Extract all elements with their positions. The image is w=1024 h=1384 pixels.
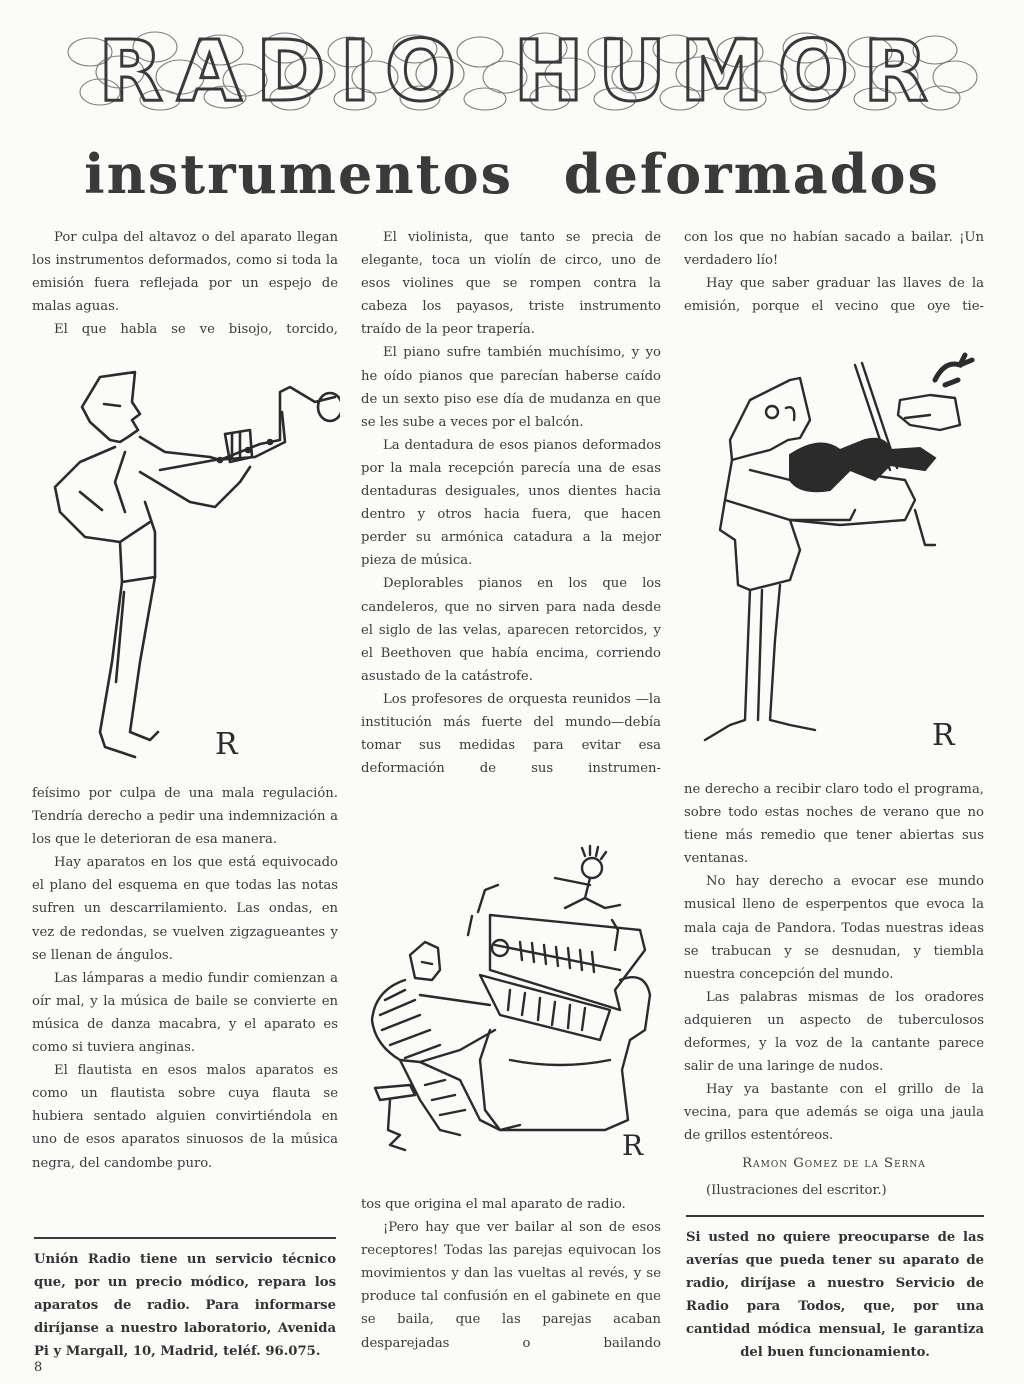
column-1-bottom (32, 782, 338, 1175)
paragraph: Las lámparas a medio fundir comienzan a oír mal, y la música de baile se convierte en música de danza macabra, y el aparato es como si tuviera anginas. (32, 970, 338, 1056)
paragraph: No hay derecho a evocar ese mundo musical lleno de esperpentos que evoca la mala caja de Pandora. Todas nuestras ideas se trabucan y se desnudan, y tiembla nuestra concepción del mundo. (684, 874, 984, 982)
masthead (60, 22, 980, 120)
flutist-drawing-icon (40, 362, 340, 767)
column-3-top (684, 226, 984, 318)
violinist-drawing-icon (690, 340, 990, 760)
paragraph: Por culpa del altavoz o del aparato llegan los instrumentos deformados, como si toda la emisión fuera reflejada por un espejo de malas aguas. (32, 230, 338, 315)
paragraph: Las palabras mismas de los oradores adquieren un aspecto de tuberculosos deformes, y la voz de la cantante parece salir de una laringe de nudos. (684, 989, 984, 1075)
paragraph: El piano sufre también muchísimo, y yo he oído pianos que parecían haberse caído de un sexto piso ese día de mudanza en que se les sube a veces por el balcón. (361, 345, 661, 430)
page-number: 8 (34, 1360, 43, 1375)
paragraph: con los que no habían sacado a bailar. ¡Un verdadero lío! (684, 230, 984, 269)
paragraph: ¡Pero hay que ver bailar al son de esos receptores! Todas las parejas equivocan los movimientos y dan las vueltas al revés, y se produce tal confusión en el gabinete en que se baila, que las parejas acaban desparejadas o bailando (361, 1220, 661, 1351)
paragraph: feísimo por culpa de una mala regulación. Tendría derecho a pedir una indemnización a los que le deterioran de esa manera. (32, 786, 338, 848)
paragraph: ne derecho a recibir claro todo el programa, sobre todo estas noches de verano que no tiene más remedio que tener abiertas sus ventanas. (684, 782, 984, 867)
column-3-bottom (684, 778, 984, 1202)
violinist-illustration (690, 340, 990, 760)
paragraph: Hay que saber graduar las llaves de la emisión, porque el vecino que oye tie- (684, 276, 984, 315)
paragraph: Los profesores de orquesta reunidos —la institución más fuerte del mundo—debía tomar sus medidas para evitar esa deformación de sus instrumen- (361, 691, 661, 777)
author-signature: Ramon Gomez de la Serna (742, 1155, 926, 1171)
paragraph: El violinista, que tanto se precia de elegante, toca un violín de circo, uno de esos violines que se rompen contra la cabeza los payasos, triste instrumento traído de la peor trapería. (361, 230, 661, 338)
paragraph: El que habla se ve bisojo, torcido, (54, 322, 338, 338)
masthead-title: RADIO HUMOR (98, 22, 942, 120)
paragraph: Hay aparatos en los que está equivocado el plano del esquema en que todas las notas sufren un descarrilamiento. Las ondas, en vez de redondas, se vuelven zigzagueantes y se llenan de ángulos. (32, 855, 338, 963)
flutist-illustration (40, 362, 340, 767)
column-1-top (32, 226, 338, 341)
paragraph: La dentadura de esos pianos deformados por la mala recepción parecía una de esas dentaduras desiguales, unos dientes hacia dentro y otros hacia fuera, que hacen perder su armónica catadura a la mejor pieza de música. (361, 437, 661, 569)
divider-rule (34, 1237, 336, 1239)
paragraph: El flautista en esos malos aparatos es como un flautista sobre cuya flauta se hubiera sentado alguien convirtiéndola en uno de esos aparatos sinuosos de la música negra, del candombe puro. (32, 1063, 338, 1171)
artist-signature: R (622, 1129, 644, 1162)
radio-para-todos-notice: Si usted no quiere preocuparse de las averías que pueda tener su aparato de radio, diríjase a nuestro Servicio de Radio para Todos, que, por una cantidad módica mensual, le garantiza del buen funcionamiento. (686, 1230, 984, 1360)
artist-signature: R (932, 718, 955, 753)
paragraph: Hay ya bastante con el grillo de la vecina, para que además se oiga una jaula de grillos estentóreos. (684, 1082, 984, 1144)
paragraph: tos que origina el mal aparato de radio. (361, 1197, 626, 1212)
divider-rule (686, 1215, 984, 1217)
column-2-top (361, 226, 661, 780)
pianist-illustration (360, 830, 670, 1170)
violin-icon (790, 439, 935, 492)
pianist-drawing-icon (360, 830, 670, 1170)
column-2-bottom (361, 1193, 661, 1355)
article-title: instrumentos deformados (84, 142, 940, 206)
illustration-credit: (Ilustraciones del escritor.) (706, 1182, 887, 1198)
paragraph: Deplorables pianos en los que los candeleros, que no sirven para nada desde el siglo de las velas, aparecen retorcidos, y el Beethoven que había encima, corriendo asustado de la catástrofe. (361, 576, 661, 684)
artist-signature: R (215, 727, 238, 762)
union-radio-notice: Unión Radio tiene un servicio técnico que, por un precio módico, repara los aparatos de radio. Para informarse diríjanse a nuestro laboratorio, Avenida Pi y Margall, 10, Madrid, teléf. 96.075. (34, 1252, 336, 1359)
